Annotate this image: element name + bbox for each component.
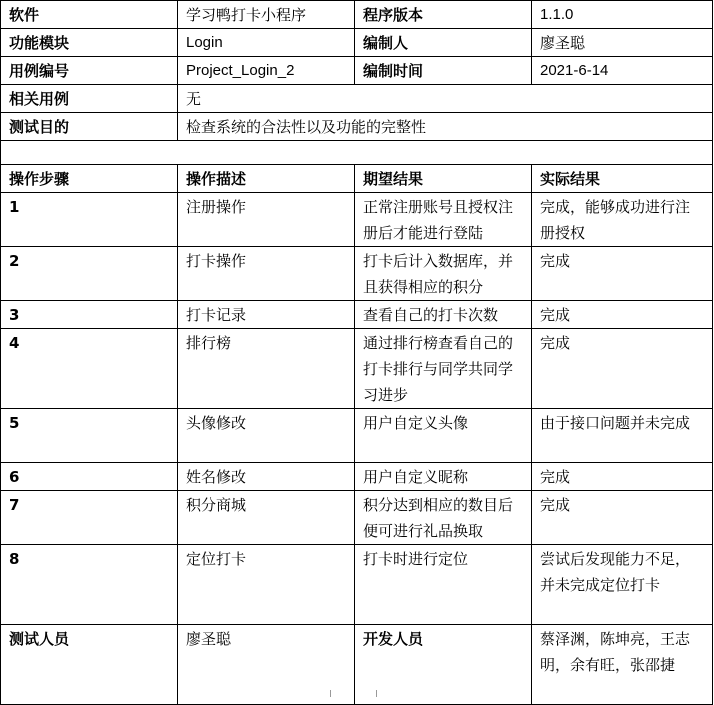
table-row bbox=[1, 463, 713, 491]
step-expected: 积分达到相应的数目后便可进行礼品换取 bbox=[355, 491, 532, 545]
table-row bbox=[1, 409, 713, 463]
author-value: 廖圣聪 bbox=[532, 29, 713, 57]
table-row bbox=[1, 301, 713, 329]
version-value: 1.1.0 bbox=[532, 1, 713, 29]
step-number: 3 bbox=[1, 301, 178, 329]
step-expected: 打卡时进行定位 bbox=[355, 545, 532, 625]
col-header-step: 操作步骤 bbox=[1, 165, 178, 193]
step-number: 6 bbox=[1, 463, 178, 491]
purpose-value: 检查系统的合法性以及功能的完整性 bbox=[178, 113, 713, 141]
step-number: 8 bbox=[1, 545, 178, 625]
step-actual: 完成 bbox=[532, 329, 713, 409]
step-desc: 定位打卡 bbox=[178, 545, 355, 625]
footer-row bbox=[1, 625, 713, 705]
spacer-row bbox=[1, 141, 713, 165]
step-actual: 由于接口问题并未完成 bbox=[532, 409, 713, 463]
col-header-desc: 操作描述 bbox=[178, 165, 355, 193]
table-row bbox=[1, 491, 713, 545]
info-row-module bbox=[1, 29, 713, 57]
step-desc: 姓名修改 bbox=[178, 463, 355, 491]
step-number: 5 bbox=[1, 409, 178, 463]
step-actual: 完成，能够成功进行注册授权 bbox=[532, 193, 713, 247]
info-row-related bbox=[1, 85, 713, 113]
step-desc: 积分商城 bbox=[178, 491, 355, 545]
related-label: 相关用例 bbox=[1, 85, 178, 113]
step-number: 1 bbox=[1, 193, 178, 247]
module-value: Login bbox=[178, 29, 355, 57]
col-header-actual: 实际结果 bbox=[532, 165, 713, 193]
case-id-value: Project_Login_2 bbox=[178, 57, 355, 85]
tester-value: 廖圣聪 bbox=[178, 625, 355, 705]
case-id-label: 用例编号 bbox=[1, 57, 178, 85]
col-header-expected: 期望结果 bbox=[355, 165, 532, 193]
step-desc: 排行榜 bbox=[178, 329, 355, 409]
step-expected: 正常注册账号且授权注册后才能进行登陆 bbox=[355, 193, 532, 247]
column-header-row bbox=[1, 165, 713, 193]
spacer-cell bbox=[1, 141, 713, 165]
developer-value: 蔡泽渊，陈坤亮，王志明，余有旺，张邵捷 bbox=[532, 625, 713, 705]
related-value: 无 bbox=[178, 85, 713, 113]
step-number: 4 bbox=[1, 329, 178, 409]
module-label: 功能模块 bbox=[1, 29, 178, 57]
software-label: 软件 bbox=[1, 1, 178, 29]
step-desc: 头像修改 bbox=[178, 409, 355, 463]
table-row bbox=[1, 247, 713, 301]
step-actual: 完成 bbox=[532, 463, 713, 491]
step-actual: 尝试后发现能力不足，并未完成定位打卡 bbox=[532, 545, 713, 625]
page-edge-mark bbox=[376, 690, 377, 697]
software-value: 学习鸭打卡小程序 bbox=[178, 1, 355, 29]
version-label: 程序版本 bbox=[355, 1, 532, 29]
author-label: 编制人 bbox=[355, 29, 532, 57]
step-number: 7 bbox=[1, 491, 178, 545]
step-expected: 打卡后计入数据库，并且获得相应的积分 bbox=[355, 247, 532, 301]
step-expected: 用户自定义昵称 bbox=[355, 463, 532, 491]
step-actual: 完成 bbox=[532, 301, 713, 329]
purpose-label: 测试目的 bbox=[1, 113, 178, 141]
table-row bbox=[1, 329, 713, 409]
step-expected: 通过排行榜查看自己的打卡排行与同学共同学习进步 bbox=[355, 329, 532, 409]
date-value: 2021-6-14 bbox=[532, 57, 713, 85]
step-expected: 查看自己的打卡次数 bbox=[355, 301, 532, 329]
step-desc: 打卡记录 bbox=[178, 301, 355, 329]
developer-label: 开发人员 bbox=[355, 625, 532, 705]
step-desc: 注册操作 bbox=[178, 193, 355, 247]
info-row-software bbox=[1, 1, 713, 29]
table-row bbox=[1, 545, 713, 625]
table-row bbox=[1, 193, 713, 247]
step-expected: 用户自定义头像 bbox=[355, 409, 532, 463]
page-edge-mark bbox=[330, 690, 331, 697]
info-row-case-id bbox=[1, 57, 713, 85]
step-actual: 完成 bbox=[532, 491, 713, 545]
step-actual: 完成 bbox=[532, 247, 713, 301]
step-number: 2 bbox=[1, 247, 178, 301]
tester-label: 测试人员 bbox=[1, 625, 178, 705]
date-label: 编制时间 bbox=[355, 57, 532, 85]
step-desc: 打卡操作 bbox=[178, 247, 355, 301]
info-row-purpose bbox=[1, 113, 713, 141]
